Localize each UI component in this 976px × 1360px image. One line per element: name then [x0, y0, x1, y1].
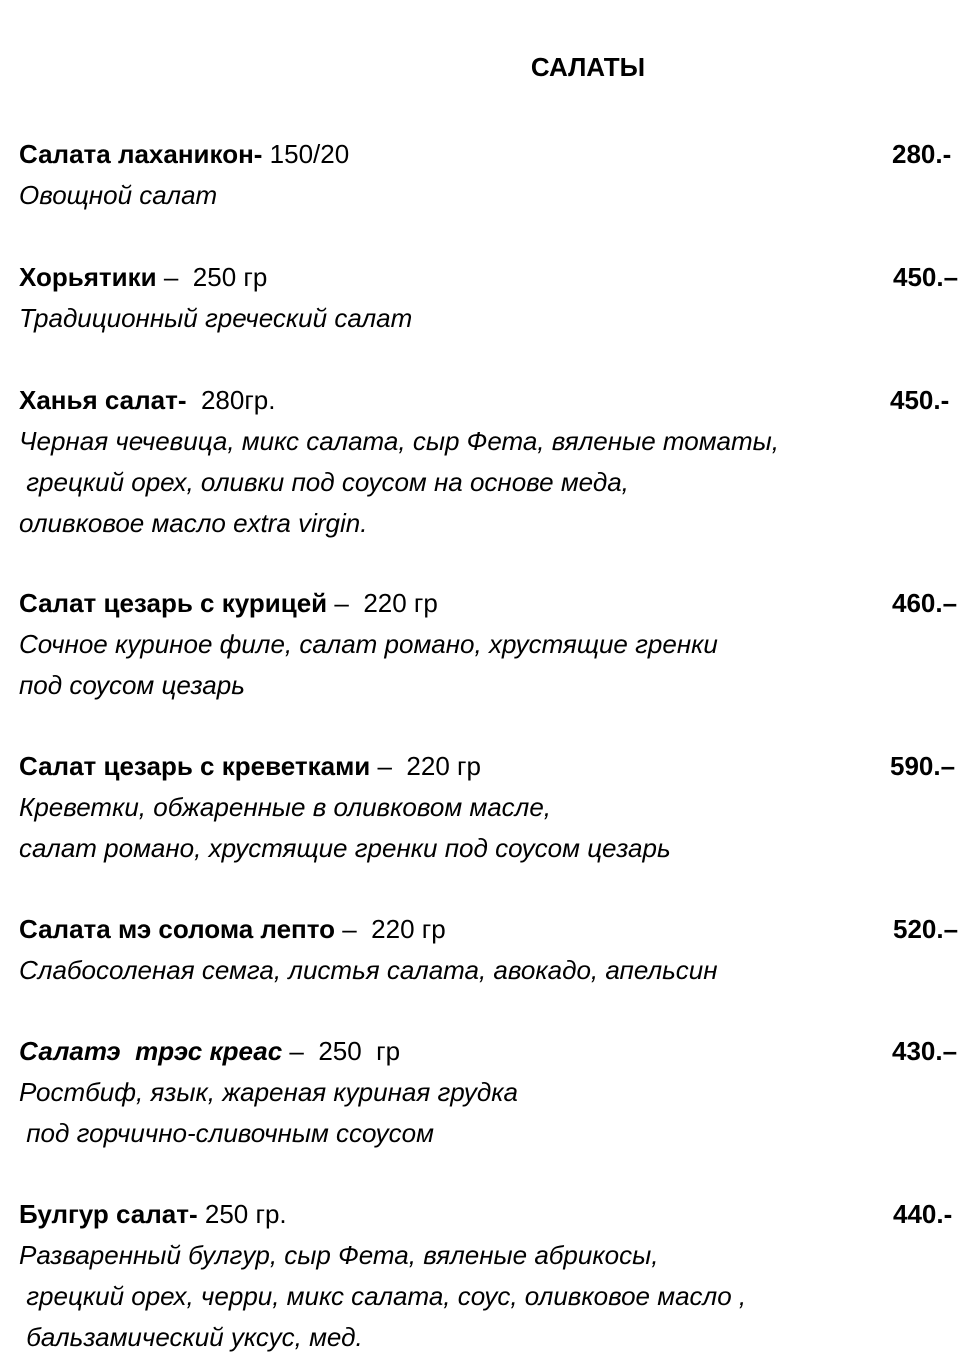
menu-item-lakhanikon — [19, 134, 969, 216]
item-weight: 250 гр — [185, 262, 268, 292]
item-description-line: грецкий орех, оливки под соусом на основе меда, — [19, 467, 629, 497]
item-price: 280.- — [892, 139, 952, 169]
menu-item-me-soloma-lepto — [19, 909, 969, 991]
item-price: 450.- — [890, 385, 950, 415]
item-price: 440.- — [893, 1199, 953, 1229]
item-name: Салат цезарь с курицей — [19, 588, 328, 618]
item-weight: 150/20 — [262, 139, 350, 169]
menu-item-chania-salad — [19, 380, 969, 544]
item-description-line: грецкий орех, черри, микс салата, соус, оливковое масло , — [19, 1281, 747, 1311]
item-description-line: под горчично-сливочным ссоусом — [19, 1118, 434, 1148]
item-name: Салатэ трэс креас — [19, 1036, 283, 1066]
menu-item-tres-kreas — [19, 1031, 969, 1154]
item-weight: 280гр. — [186, 385, 276, 415]
menu-item-caesar-chicken — [19, 583, 969, 706]
section-title: САЛАТЫ — [530, 52, 646, 82]
item-weight: 250 гр. — [197, 1199, 287, 1229]
menu-item-horiatiki — [19, 257, 969, 339]
item-price: 520.– — [893, 914, 959, 944]
item-name: Ханья салат- — [19, 385, 187, 415]
item-description-line: оливковое масло extra virgin. — [19, 508, 368, 538]
item-description-line: под соусом цезарь — [19, 670, 245, 700]
item-header — [19, 583, 969, 624]
item-price: 450.– — [893, 262, 959, 292]
item-header — [19, 380, 969, 421]
item-header — [19, 746, 969, 787]
item-description-line: бальзамический уксус, мед. — [19, 1322, 363, 1352]
item-description-line: Разваренный булгур, сыр Фета, вяленые абрикосы, — [19, 1240, 659, 1270]
item-separator: – — [282, 1036, 312, 1066]
item-weight: 220 гр — [363, 914, 446, 944]
item-separator: – — [156, 262, 186, 292]
item-description-line: Слабосоленая семга, листья салата, авокадо, апельсин — [19, 955, 718, 985]
item-price: 430.– — [892, 1036, 958, 1066]
item-price: 590.– — [890, 751, 956, 781]
item-header — [19, 1194, 969, 1235]
item-description-line: салат романо, хрустящие гренки под соусом цезарь — [19, 833, 671, 863]
item-separator: – — [370, 751, 400, 781]
item-description-line: Овощной салат — [19, 180, 218, 210]
item-weight: 220 гр — [399, 751, 481, 781]
menu-item-bulgur-salad — [19, 1194, 969, 1358]
item-name: Салата лаханикон- — [19, 139, 263, 169]
item-header — [19, 257, 969, 298]
item-weight: 220 гр — [356, 588, 438, 618]
item-description-line: Ростбиф, язык, жареная куриная грудка — [19, 1077, 519, 1107]
item-name: Хорьятики — [19, 262, 157, 292]
item-price: 460.– — [892, 588, 958, 618]
item-separator: – — [335, 914, 364, 944]
item-description-line: Черная чечевица, микс салата, сыр Фета, вяленые томаты, — [19, 426, 780, 456]
item-separator: – — [327, 588, 357, 618]
item-description-line: Традиционный греческий салат — [19, 303, 413, 333]
item-name: Салат цезарь с креветками — [19, 751, 371, 781]
item-name: Салата мэ солома лепто — [19, 914, 336, 944]
item-header — [19, 134, 969, 175]
item-description-line: Сочное куриное филе, салат романо, хрустящие гренки — [19, 629, 718, 659]
item-description-line: Креветки, обжаренные в оливковом масле, — [19, 792, 551, 822]
item-name: Булгур салат- — [19, 1199, 198, 1229]
item-header — [19, 909, 969, 950]
menu-item-caesar-shrimp — [19, 746, 969, 869]
item-weight: 250 гр — [311, 1036, 401, 1066]
item-header — [19, 1031, 969, 1072]
